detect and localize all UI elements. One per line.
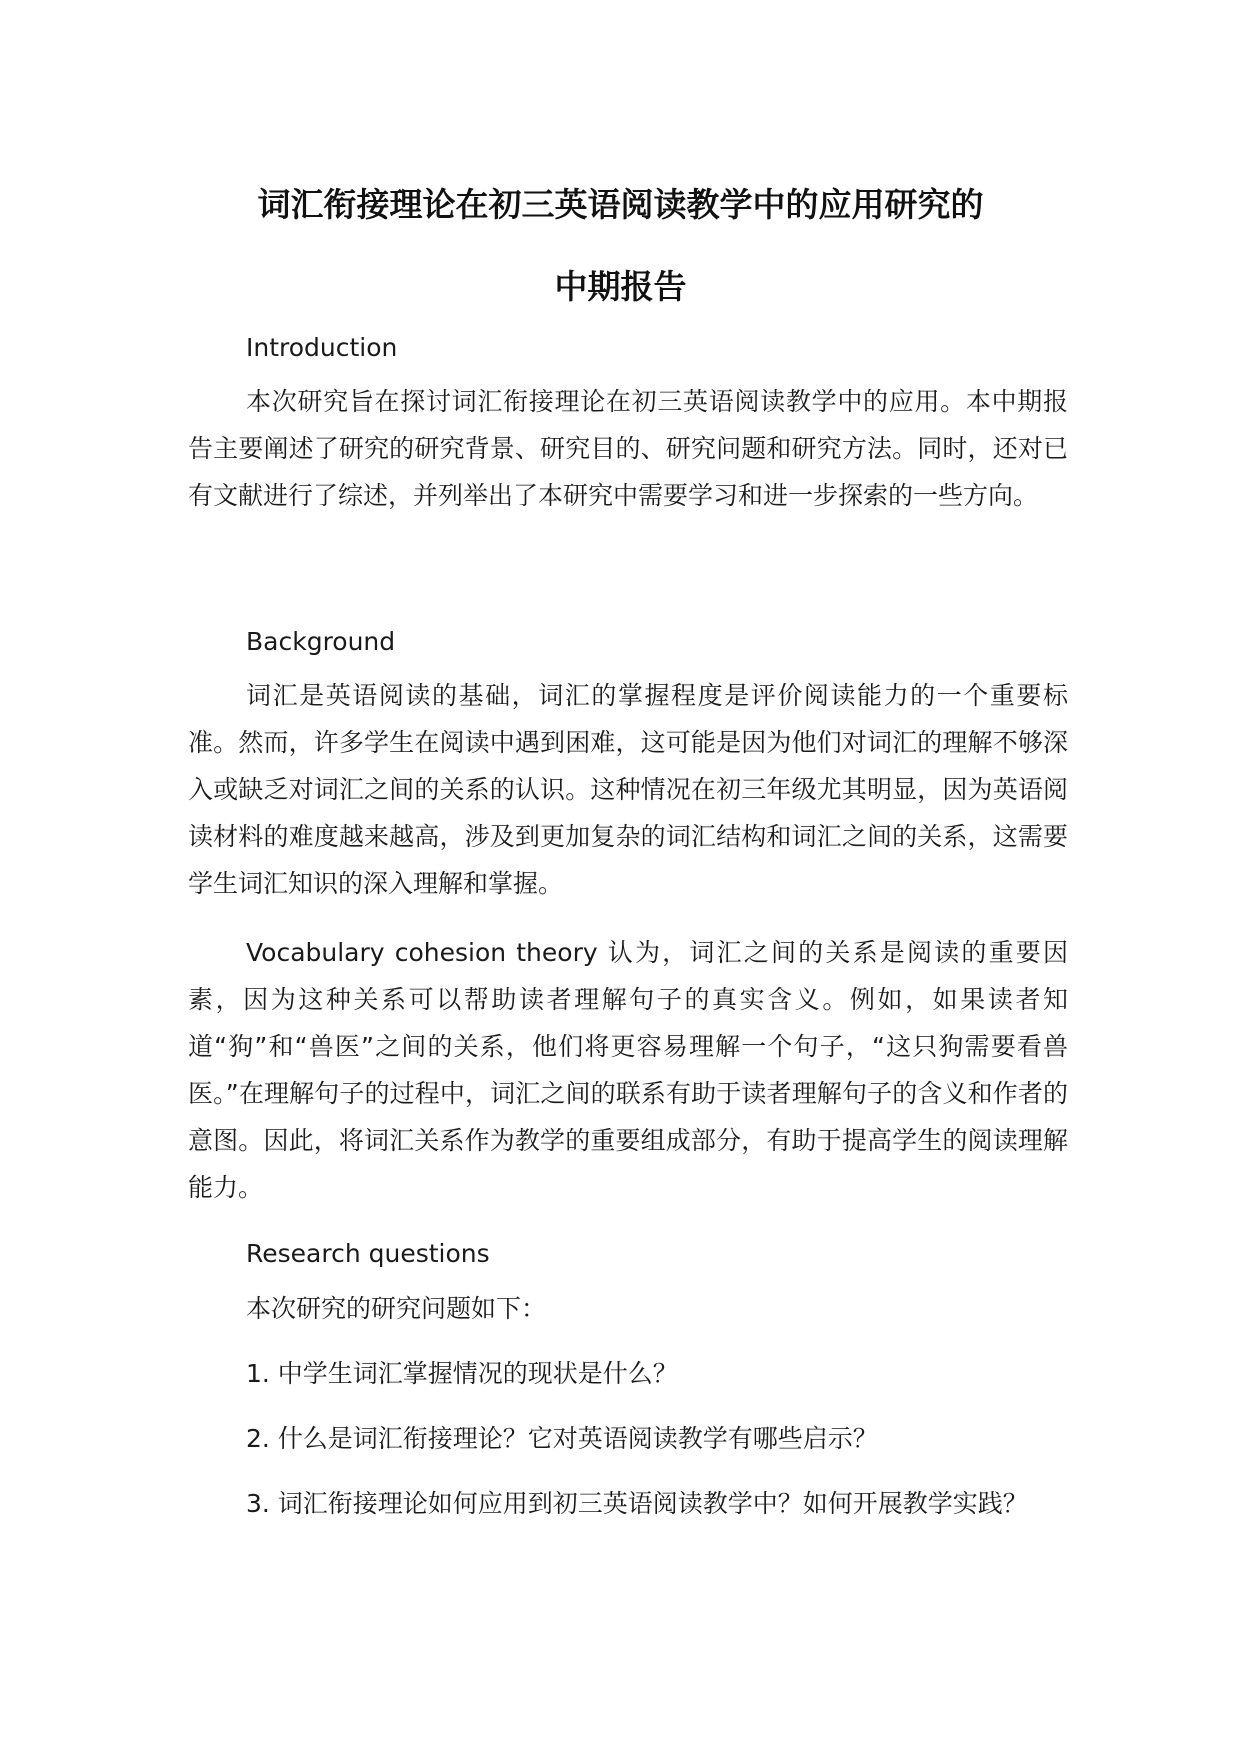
research-questions-intro: 本次研究的研究问题如下： bbox=[246, 1294, 547, 1323]
background-paragraph-2: Vocabulary cohesion theory 认为，词汇之间的关系是阅读的重要因素，因为这种关系可以帮助读者理解句子的真实含义。例如，如果读者知道“狗”和“兽医”之间的关系，他们将更容易理解一个句子，“这只狗需要看兽医。”在理解句子的过程中，词汇之间的联系有助于读者理解句子的含义和作者的意图。因此，将词汇关系作为教学的重要组成部分，有助于提高学生的阅读理解能力。 bbox=[188, 938, 1068, 1202]
document-title-line-2: 中期报告 bbox=[554, 267, 687, 306]
research-question-item: 2. 什么是词汇衔接理论？它对英语阅读教学有哪些启示？ bbox=[246, 1424, 878, 1453]
research-questions-heading: Research questions bbox=[246, 1239, 490, 1268]
background-heading: Background bbox=[246, 627, 396, 656]
introduction-heading: Introduction bbox=[246, 333, 398, 362]
background-paragraph-1: 词汇是英语阅读的基础，词汇的掌握程度是评价阅读能力的一个重要标准。然而，许多学生在阅读中遇到困难，这可能是因为他们对词汇的理解不够深入或缺乏对词汇之间的关系的认识。这种情况在初三年级尤其明显，因为英语阅读材料的难度越来越高，涉及到更加复杂的词汇结构和词汇之间的关系，这需要学生词汇知识的深入理解和掌握。 bbox=[188, 681, 1068, 898]
research-question-item: 1. 中学生词汇掌握情况的现状是什么？ bbox=[246, 1359, 678, 1388]
introduction-paragraph: 本次研究旨在探讨词汇衔接理论在初三英语阅读教学中的应用。本中期报告主要阐述了研究的研究背景、研究目的、研究问题和研究方法。同时，还对已有文献进行了综述，并列举出了本研究中需要学习和进一步探索的一些方向。 bbox=[188, 387, 1068, 510]
document-title-line-1: 词汇衔接理论在初三英语阅读教学中的应用研究的 bbox=[257, 185, 984, 224]
research-question-item: 3. 词汇衔接理论如何应用到初三英语阅读教学中？如何开展教学实践？ bbox=[246, 1489, 1028, 1518]
